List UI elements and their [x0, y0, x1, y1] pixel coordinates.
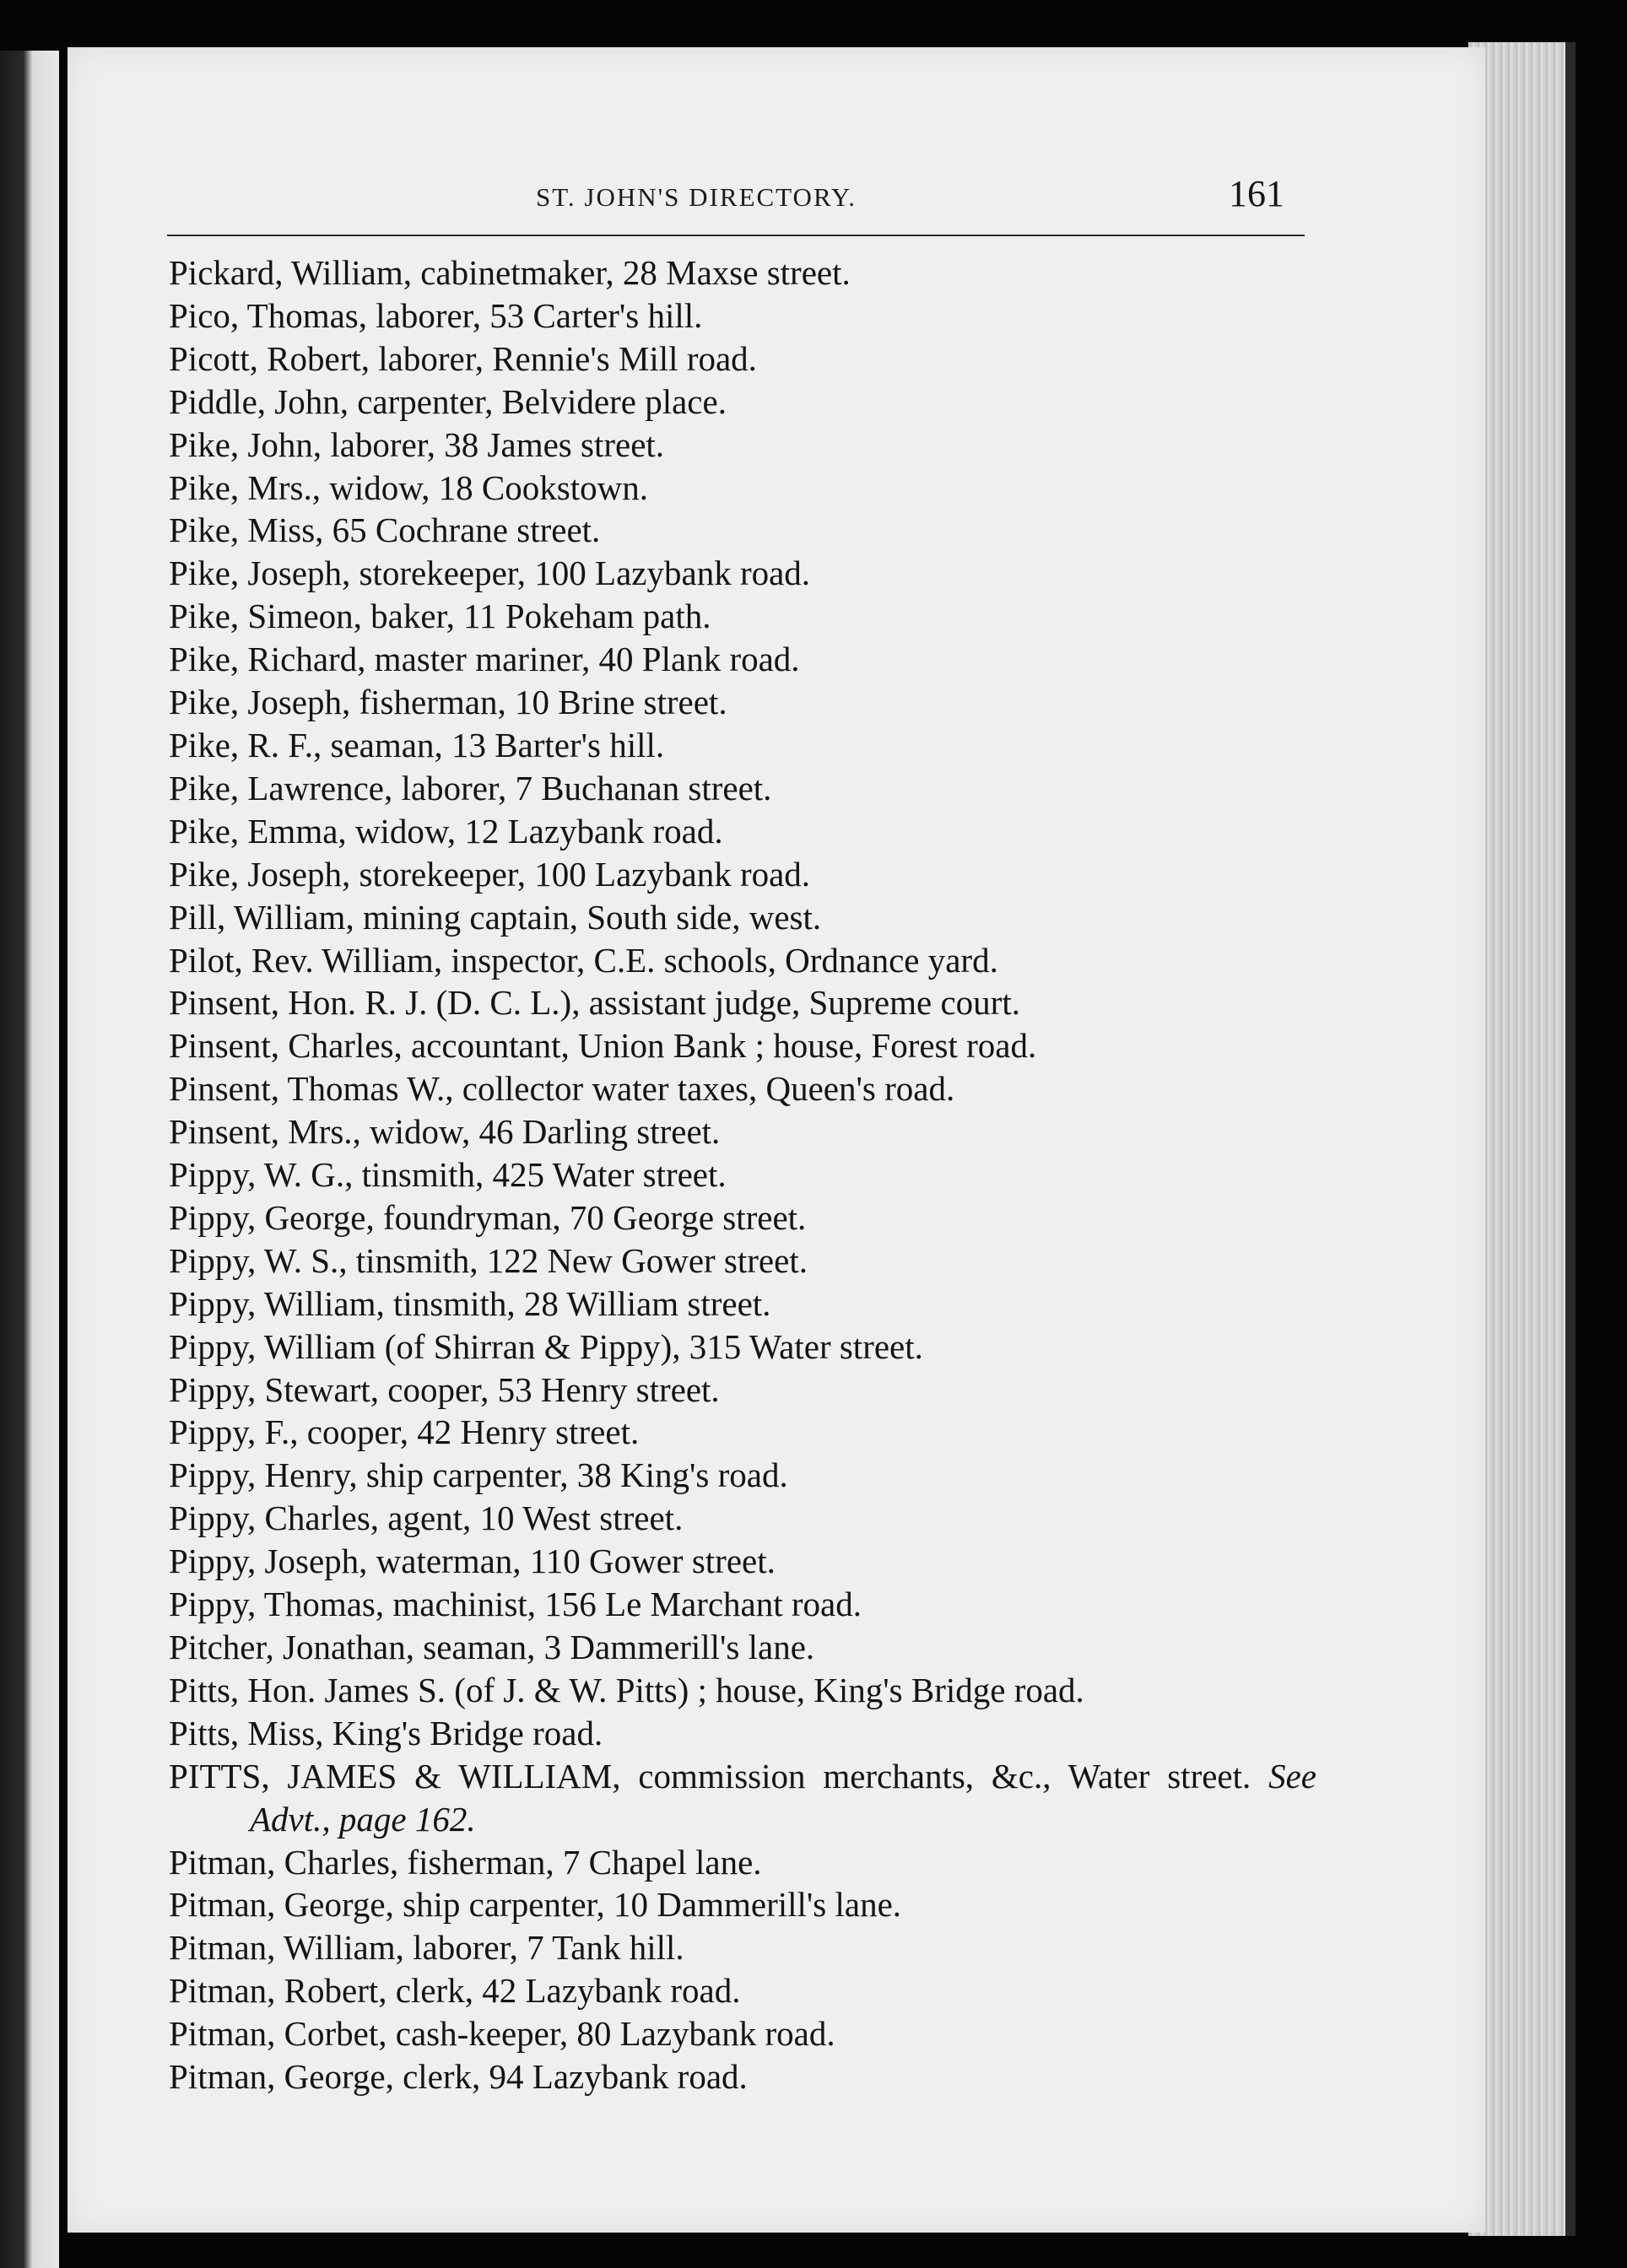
directory-entry: [169, 467, 1316, 510]
directory-entry: [169, 1669, 1316, 1712]
directory-entry: [169, 509, 1316, 552]
directory-entry: [169, 1755, 1316, 1841]
directory-entry: [169, 338, 1316, 381]
entry-text: Pitcher, Jonathan, seaman, 3 Dammerill's lane.: [169, 1628, 815, 1666]
page-number: 161: [1229, 173, 1284, 214]
directory-entry: [169, 1712, 1316, 1755]
entry-text: Pinsent, Charles, accountant, Union Bank ; house, Forest road.: [169, 1026, 1037, 1066]
advertisement-reference: See Advt., page 162.: [250, 1756, 1316, 1839]
entry-text: Pike, John, laborer, 38 James street.: [169, 424, 665, 464]
directory-entry: [169, 552, 1316, 595]
entry-text: Pike, Joseph, storekeeper, 100 Lazybank road.: [169, 554, 811, 593]
entry-text: Pippy, William (of Shirran & Pippy), 315 Water street.: [169, 1326, 923, 1366]
entry-text: Pike, Joseph, storekeeper, 100 Lazybank road.: [169, 854, 811, 894]
entry-text: Piddle, John, carpenter, Belvidere place.: [169, 381, 727, 421]
directory-entry: [169, 1841, 1316, 1884]
directory-entry: [169, 1883, 1316, 1926]
directory-entry: [169, 1239, 1316, 1282]
directory-entry: [169, 1196, 1316, 1239]
entry-text: Pippy, George, foundryman, 70 George street.: [169, 1197, 807, 1237]
entry-text: Pitman, Charles, fisherman, 7 Chapel lane.: [169, 1842, 762, 1882]
directory-entry: [169, 251, 1316, 294]
facing-page-edge: [0, 51, 59, 2268]
entry-text: Pippy, W. S., tinsmith, 122 New Gower street.: [169, 1240, 808, 1280]
entry-text: Pippy, Joseph, waterman, 110 Gower street.: [169, 1542, 776, 1581]
directory-entry: [169, 853, 1316, 896]
entry-text: Pitman, George, ship carpenter, 10 Dammerill's lane.: [169, 1885, 902, 1925]
entry-text: Pill, William, mining captain, South side, west.: [169, 897, 822, 937]
directory-entry: [169, 1926, 1316, 1969]
directory-entry: [169, 1067, 1316, 1110]
entry-text: Pitman, George, clerk, 94 Lazybank road.: [169, 2057, 748, 2097]
directory-entry: [169, 1411, 1316, 1454]
entry-text: Pitman, Corbet, cash-keeper, 80 Lazybank road.: [169, 2014, 835, 2054]
page-header: [169, 165, 1300, 224]
entry-text: Pike, Joseph, fisherman, 10 Brine street.: [169, 683, 727, 722]
directory-entry: [169, 381, 1316, 424]
entry-text: Pitts, Hon. James S. (of J. & W. Pitts) ; house, King's Bridge road.: [169, 1670, 1084, 1709]
directory-entries: [169, 251, 1316, 2098]
entry-text: Pike, Lawrence, laborer, 7 Buchanan street.: [169, 768, 772, 807]
entry-text: Pike, Mrs., widow, 18 Cookstown.: [169, 467, 648, 507]
directory-entry: [169, 1369, 1316, 1412]
entry-text: Pico, Thomas, laborer, 53 Carter's hill.: [169, 295, 703, 335]
directory-entry: [169, 1110, 1316, 1153]
entry-text: Picott, Robert, laborer, Rennie's Mill road.: [169, 338, 757, 378]
directory-entry: [169, 294, 1316, 338]
entry-text: Pike, R. F., seaman, 13 Barter's hill.: [169, 725, 665, 764]
directory-entry: [169, 1454, 1316, 1497]
entry-text: Pinsent, Hon. R. J. (D. C. L.), assistant judge, Supreme court.: [169, 983, 1020, 1023]
entry-text: Pike, Richard, master mariner, 40 Plank road.: [169, 640, 800, 679]
header-rule: [167, 235, 1305, 236]
directory-entry: [169, 1326, 1316, 1369]
running-head: ST. JOHN'S DIRECTORY.: [536, 182, 857, 212]
entry-text: Pike, Emma, widow, 12 Lazybank road.: [169, 811, 723, 850]
entry-text: Pinsent, Mrs., widow, 46 Darling street.: [169, 1112, 721, 1152]
directory-entry: [169, 595, 1316, 638]
entry-text: Pike, Simeon, baker, 11 Pokeham path.: [169, 597, 711, 636]
entry-text: PITTS, JAMES & WILLIAM, commission merchants, &c., Water street.: [169, 1756, 1251, 1796]
directory-entry: [169, 2055, 1316, 2098]
directory-entry: [169, 1153, 1316, 1196]
directory-entry: [169, 1497, 1316, 1540]
directory-entry: [169, 724, 1316, 767]
entry-text: Pippy, F., cooper, 42 Henry street.: [169, 1412, 640, 1452]
entry-text: Pippy, Henry, ship carpenter, 38 King's road.: [169, 1455, 788, 1495]
directory-entry: [169, 424, 1316, 467]
entry-text: Pinsent, Thomas W., collector water taxes, Queen's road.: [169, 1069, 955, 1109]
entry-text: Pippy, Thomas, machinist, 156 Le Marchant road.: [169, 1585, 862, 1624]
directory-entry: [169, 1583, 1316, 1626]
page-block-shadow: [1565, 42, 1576, 2236]
directory-entry: [169, 681, 1316, 724]
directory-entry: [169, 1024, 1316, 1067]
entry-text: Pippy, Charles, agent, 10 West street.: [169, 1498, 684, 1538]
entry-text: Pickard, William, cabinetmaker, 28 Maxse street.: [169, 253, 851, 292]
entry-text: Pippy, Stewart, cooper, 53 Henry street.: [169, 1369, 720, 1409]
directory-entry: [169, 939, 1316, 982]
entry-text: Pippy, William, tinsmith, 28 William street.: [169, 1283, 771, 1323]
directory-entry: [169, 1282, 1316, 1326]
entry-text: Pilot, Rev. William, inspector, C.E. schools, Ordnance yard.: [169, 940, 998, 980]
directory-entry: [169, 896, 1316, 939]
directory-entry: [169, 767, 1316, 810]
entry-text: Pitts, Miss, King's Bridge road.: [169, 1713, 603, 1752]
directory-entry: [169, 981, 1316, 1024]
directory-entry: [169, 638, 1316, 681]
entry-text: Pippy, W. G., tinsmith, 425 Water street.: [169, 1155, 727, 1195]
directory-entry: [169, 1969, 1316, 2012]
entry-text: Pike, Miss, 65 Cochrane street.: [169, 510, 601, 550]
directory-entry: [169, 1626, 1316, 1669]
directory-entry: [169, 2012, 1316, 2055]
entry-text: Pitman, William, laborer, 7 Tank hill.: [169, 1928, 684, 1968]
entry-text: Pitman, Robert, clerk, 42 Lazybank road.: [169, 1971, 741, 2011]
directory-entry: [169, 1540, 1316, 1583]
directory-entry: [169, 810, 1316, 853]
